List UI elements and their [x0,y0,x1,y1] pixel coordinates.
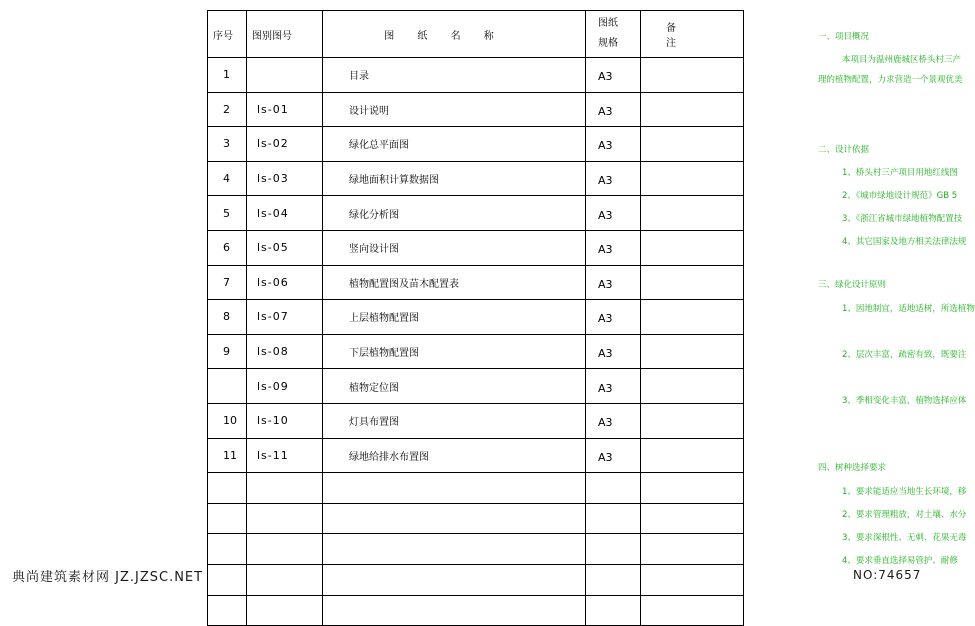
notes-line: 3、要求深根性、无刺、花果无毒 [842,533,967,543]
table-row-empty [208,564,744,595]
row-name: 目录 [323,58,586,93]
notes-heading-overview: 一、项目概况 [818,32,870,42]
table-row-empty [208,473,744,504]
table-row [208,161,744,196]
row-code: ls-09 [247,369,323,404]
notes-line: 理的植物配置，力求营造一个景观优美 [818,75,963,85]
row-note [641,334,744,369]
row-code: ls-06 [247,265,323,300]
row-code: ls-02 [247,127,323,162]
notes-line: 1、要求能适应当地生长环境，移 [842,487,967,497]
row-name: 绿地面积计算数据图 [323,161,586,196]
row-name: 设计说明 [323,92,586,127]
row-size: A3 [586,369,641,404]
row-size: A3 [586,265,641,300]
row-code: ls-08 [247,334,323,369]
notes-line: 本项目为温州鹿城区桥头村三产 [842,55,962,65]
drawing-index-table [207,10,744,626]
row-name: 上层植物配置图 [323,300,586,335]
header-spec-line2: 规格 [598,38,618,49]
header-name: 图 纸 名 称 [323,11,586,58]
row-no: 9 [208,334,247,369]
notes-line: 4、要求垂直选择易管护、耐修 [842,556,958,566]
row-no: 11 [208,438,247,473]
row-note [641,403,744,438]
row-code: ls-05 [247,230,323,265]
row-name: 下层植物配置图 [323,334,586,369]
header-code: 图别图号 [247,11,323,58]
table-row-empty [208,534,744,565]
notes-line: 2、层次丰富，疏密有致，既要注 [842,350,967,360]
table-row [208,230,744,265]
row-code: ls-07 [247,300,323,335]
watermark-site: 典尚建筑素材网 JZ.JZSC.NET [12,566,203,585]
watermark-number: NO:74657 [853,568,922,582]
header-no: 序号 [208,11,247,58]
row-no: 4 [208,161,247,196]
table-row [208,403,744,438]
table-row [208,92,744,127]
row-name: 绿化总平面图 [323,127,586,162]
row-no [208,369,247,404]
row-name: 竖向设计图 [323,230,586,265]
row-note [641,127,744,162]
notes-line: 1、因地制宜，适地适树，所选植物 [842,304,975,314]
row-name: 绿化分析图 [323,196,586,231]
row-name: 植物定位图 [323,369,586,404]
row-no: 10 [208,403,247,438]
row-note [641,438,744,473]
header-spec [586,11,641,58]
row-size: A3 [586,300,641,335]
row-code [247,58,323,93]
row-note [641,196,744,231]
row-code: ls-10 [247,403,323,438]
table-row [208,334,744,369]
notes-line: 1、桥头村三产项目用地红线图 [842,168,958,178]
row-no: 3 [208,127,247,162]
row-size: A3 [586,58,641,93]
row-code: ls-03 [247,161,323,196]
table-row [208,196,744,231]
row-size: A3 [586,403,641,438]
row-name: 绿地给排水布置图 [323,438,586,473]
notes-heading-species: 四、树种选择要求 [818,463,887,473]
row-no: 6 [208,230,247,265]
row-name: 植物配置图及苗木配置表 [323,265,586,300]
row-code: ls-01 [247,92,323,127]
row-code: ls-04 [247,196,323,231]
row-no: 5 [208,196,247,231]
row-no: 1 [208,58,247,93]
table-row [208,300,744,335]
notes-line: 2、《城市绿地设计规范》GB 5 [842,191,958,201]
header-spec-line1: 图纸 [598,18,618,29]
row-no: 8 [208,300,247,335]
table-row [208,369,744,404]
row-note [641,265,744,300]
row-size: A3 [586,230,641,265]
table-row [208,438,744,473]
row-no: 7 [208,265,247,300]
notes-line: 3、季相变化丰富，植物选择应体 [842,396,967,406]
row-code: ls-11 [247,438,323,473]
row-size: A3 [586,196,641,231]
table-row-empty [208,595,744,626]
row-no: 2 [208,92,247,127]
table-row-empty [208,503,744,534]
notes-line: 2、要求管理粗放，对土壤、水分 [842,510,967,520]
table-row [208,58,744,93]
notes-line: 3、《浙江省城市绿地植物配置技 [842,214,963,224]
row-note [641,300,744,335]
row-size: A3 [586,334,641,369]
table-row [208,127,744,162]
row-note [641,161,744,196]
notes-line: 4、其它国家及地方相关法律法规 [842,237,967,247]
notes-heading-principles: 三、绿化设计原则 [818,280,887,290]
table-header-row [208,11,744,58]
row-note [641,58,744,93]
row-note [641,92,744,127]
table-row [208,265,744,300]
row-size: A3 [586,438,641,473]
header-note: 备 注 [641,11,744,58]
row-note [641,230,744,265]
row-note [641,369,744,404]
design-notes [818,0,975,590]
notes-heading-basis: 二、设计依据 [818,145,870,155]
row-size: A3 [586,161,641,196]
row-size: A3 [586,127,641,162]
row-name: 灯具布置图 [323,403,586,438]
row-size: A3 [586,92,641,127]
